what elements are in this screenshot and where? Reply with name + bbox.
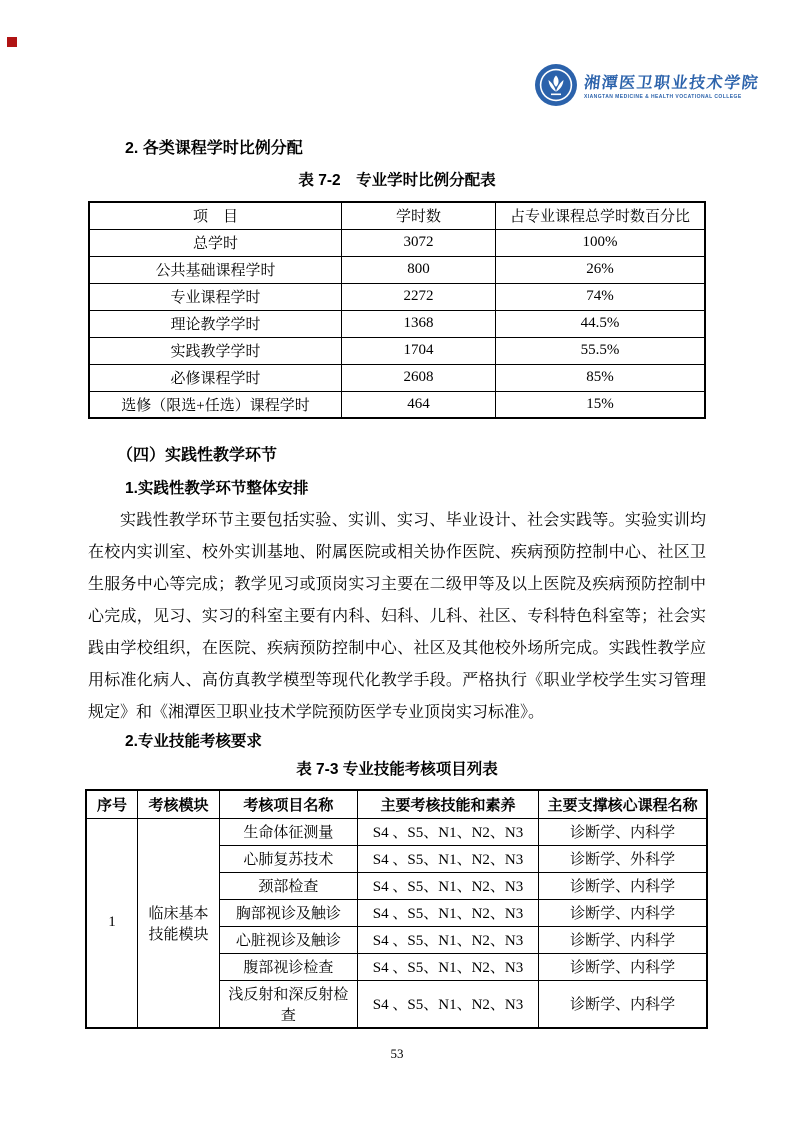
table-cell: 800 [342, 256, 496, 283]
document-page [88, 0, 706, 1062]
table-cell: 26% [496, 256, 705, 283]
table-cell: S4 、S5、N1、N2、N3 [357, 899, 538, 926]
column-header: 考核模块 [138, 790, 220, 818]
table-cell: 85% [496, 364, 705, 391]
table-cell: S4 、S5、N1、N2、N3 [357, 980, 538, 1028]
column-header: 项 目 [89, 202, 342, 229]
table-row [86, 818, 707, 845]
table-cell: S4 、S5、N1、N2、N3 [357, 926, 538, 953]
table-cell: 464 [342, 391, 496, 418]
table-cell: 心脏视诊及触诊 [220, 926, 358, 953]
table72-caption: 表 7-2 专业学时比例分配表 [298, 172, 496, 189]
table-cell: 74% [496, 283, 705, 310]
table-cell: 3072 [342, 229, 496, 256]
table-header-row [86, 790, 707, 818]
table-cell: 诊断学、内科学 [539, 899, 707, 926]
table-cell: 诊断学、内科学 [539, 926, 707, 953]
table-cell: 公共基础课程学时 [89, 256, 342, 283]
sequence-cell: 1 [86, 818, 138, 1028]
table-cell: 总学时 [89, 229, 342, 256]
table-cell: 选修（限选+任选）课程学时 [89, 391, 342, 418]
table-cell: 1704 [342, 337, 496, 364]
section-heading-hours: 2. 各类课程学时比例分配 [125, 140, 303, 157]
table-cell: 44.5% [496, 310, 705, 337]
table-cell: S4 、S5、N1、N2、N3 [357, 872, 538, 899]
table-cell: 诊断学、内科学 [539, 980, 707, 1028]
column-header: 主要考核技能和素养 [357, 790, 538, 818]
page-number: 53 [390, 1045, 404, 1061]
table-header-row [89, 202, 705, 229]
practice-paragraph: 实践性教学环节主要包括实验、实训、实习、毕业设计、社会实践等。实验实训均在校内实训室、校外实训基地、附属医院或相关协作医院、疾病预防控制中心、社区卫生服务中心等完成；教学见习或顶岗实习主要在二级甲等及以上医院及疾病预防控制中心完成，见习、实习的科室主要有内科、妇科、儿科、社区、专科特色科室等；社会实践由学校组织，在医院、疾病预防控制中心、社区及其他校外场所完成。实践性教学应用标准化病人、高仿真教学模型等现代化教学手段。严格执行《职业学校学生实习管理规定》和《湘潭医卫职业技术学院预防医学专业顶岗实习标准》。 [88, 512, 706, 721]
table-cell: 心肺复苏技术 [220, 845, 358, 872]
table-cell: 生命体征测量 [220, 818, 358, 845]
table-cell: 诊断学、内科学 [539, 872, 707, 899]
red-annotation-mark [7, 37, 17, 47]
table-cell: 55.5% [496, 337, 705, 364]
table-row [89, 391, 705, 418]
table-cell: 必修课程学时 [89, 364, 342, 391]
college-name-en: XIANGTAN MEDICINE & HEALTH VOCATIONAL COLLEGE [584, 94, 742, 100]
table-row [89, 256, 705, 283]
table-row [89, 283, 705, 310]
hours-ratio-table [88, 201, 706, 419]
table-cell: 2608 [342, 364, 496, 391]
table73-caption: 表 7-3 专业技能考核项目列表 [296, 761, 498, 778]
column-header: 考核项目名称 [220, 790, 358, 818]
subsection-heading-assessment: 2.专业技能考核要求 [125, 733, 262, 750]
table-cell: 专业课程学时 [89, 283, 342, 310]
table-cell: 诊断学、内科学 [539, 818, 707, 845]
table-cell: 胸部视诊及触诊 [220, 899, 358, 926]
column-header: 序号 [86, 790, 138, 818]
table-cell: 100% [496, 229, 705, 256]
table-cell: S4 、S5、N1、N2、N3 [357, 953, 538, 980]
table-cell: 理论教学学时 [89, 310, 342, 337]
table-cell: 诊断学、内科学 [539, 953, 707, 980]
college-name-cn: 湘潭医卫职业技术学院 [583, 75, 760, 92]
table-cell: 浅反射和深反射检查 [220, 980, 358, 1028]
table-cell: 1368 [342, 310, 496, 337]
table-cell: 实践教学学时 [89, 337, 342, 364]
table-cell: 诊断学、外科学 [539, 845, 707, 872]
table-row [89, 364, 705, 391]
table-cell: 2272 [342, 283, 496, 310]
column-header: 占专业课程总学时数百分比 [496, 202, 705, 229]
table-cell: S4 、S5、N1、N2、N3 [357, 845, 538, 872]
table-cell: 颈部检查 [220, 872, 358, 899]
table-row [89, 229, 705, 256]
table-cell: 腹部视诊检查 [220, 953, 358, 980]
subsection-heading-arrangement: 1.实践性教学环节整体安排 [125, 480, 309, 497]
skills-assessment-table [85, 789, 708, 1029]
module-cell: 临床基本技能模块 [138, 818, 220, 1028]
table-cell: 15% [496, 391, 705, 418]
table-row [89, 310, 705, 337]
section-heading-practice: （四）实践性教学环节 [117, 447, 278, 464]
table-row [89, 337, 705, 364]
table-cell: S4 、S5、N1、N2、N3 [357, 818, 538, 845]
column-header: 学时数 [342, 202, 496, 229]
column-header: 主要支撑核心课程名称 [539, 790, 707, 818]
